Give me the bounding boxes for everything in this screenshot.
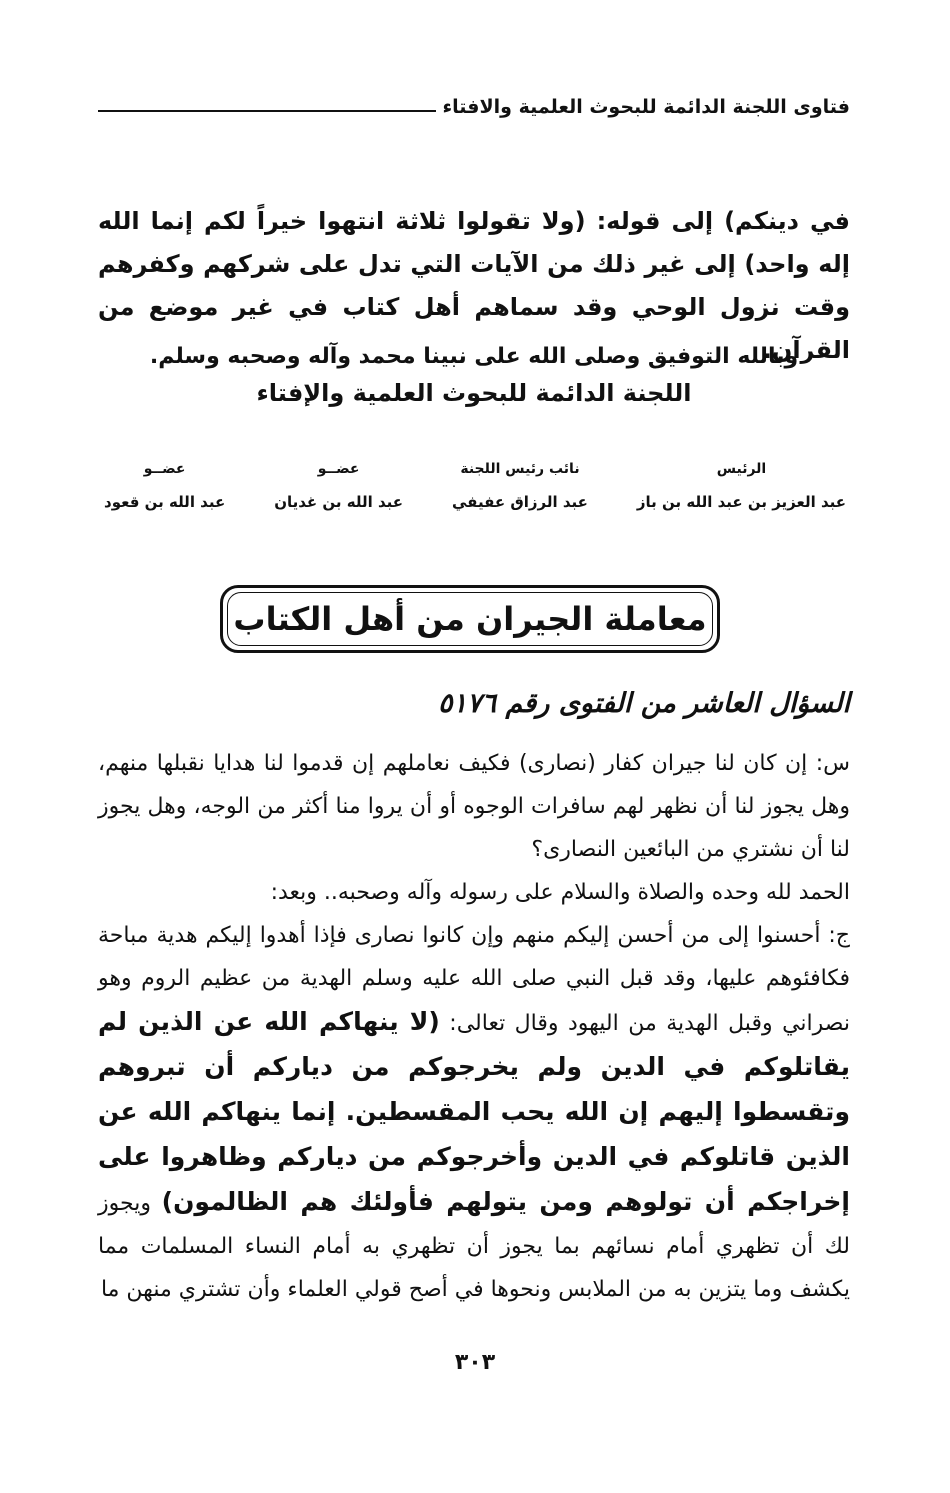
previous-fatwa-text: في دينكم) إلى قوله: (ولا تقولوا ثلاثة انتهوا خيراً لكم إنما الله إله واحد) إلى غير ذلك من الآيات التي تدل على شركهم وكفرهم وقت نزول الوحي وقد سماهم أهل كتاب في غير موضع من القرآن. bbox=[98, 207, 850, 364]
signature-name: عبد الله بن غديان bbox=[274, 493, 404, 511]
page-number: ٣٠٣ bbox=[454, 1350, 496, 1375]
signature-chairman bbox=[637, 455, 846, 511]
signatures-row bbox=[104, 455, 846, 511]
signature-deputy bbox=[452, 455, 588, 511]
question-answer-body bbox=[98, 742, 850, 1311]
committee-name: اللجنة الدائمة للبحوث العلمية والإفتاء bbox=[256, 379, 692, 407]
answer-text-1: ج: أحسنوا إلى من أحسن إليكم منهم وإن كانوا نصارى فإذا أهدوا إليكم هدية مباحة فكافئوهم عليها، وقد قبل النبي صلى الله عليه وسلم الهدية من عظيم الروم وهو نصراني وقبل الهدية من اليهود وقال تعالى: bbox=[98, 923, 850, 1036]
signature-name: عبد الرزاق عفيفي bbox=[452, 493, 588, 511]
signature-name: عبد الله بن قعود bbox=[104, 493, 226, 511]
closing-line: وبالله التوفيق وصلى الله على نبينا محمد وآله وصحبه وسلم. bbox=[149, 344, 799, 369]
quran-verse: (لا ينهاكم الله عن الذين لم يقاتلوكم في الدين ولم يخرجوكم من دياركم أن تبروهم وتقسطوا إليهم إن الله يحب المقسطين. إنما ينهاكم الله عن الذين قاتلوكم في الدين وأخرجوكم من دياركم وظاهروا على إخراجكم أن تولوهم ومن يتولهم فأولئك هم الظالمون) bbox=[98, 1007, 850, 1216]
signature-name: عبد العزيز بن عبد الله بن باز bbox=[636, 493, 846, 511]
answer-intro: الحمد لله وحده والصلاة والسلام على رسوله وآله وصحبه.. وبعد: bbox=[270, 880, 850, 905]
section-title-box bbox=[220, 585, 720, 653]
signature-role: عضــو bbox=[317, 461, 360, 477]
question-text: س: إن كان لنا جيران كفار (نصارى) فكيف نعاملهم إن قدموا لنا هدايا نقبلها منهم، وهل يجوز لنا أن نظهر لهم سافرات الوجوه أو أن يروا منا أكثر من الوجه، وهل يجوز لنا أن نشتري من البائعين النصارى؟ bbox=[98, 751, 850, 862]
header-rule bbox=[98, 110, 436, 112]
signature-role: الرئيس bbox=[716, 461, 767, 477]
signature-role: نائب رئيس اللجنة bbox=[460, 461, 580, 477]
question-heading: السؤال العاشر من الفتوى رقم ٥١٧٦ bbox=[438, 688, 850, 719]
answer-text-2: ويجوز لك أن تظهري أمام نسائهم بما يجوز أن تظهري به أمام النساء المسلمات مما يكشف وما يتزين به من الملابس ونحوها في أصح قولي العلماء وأن تشتري منهن ما bbox=[98, 1191, 850, 1302]
signature-member-2 bbox=[104, 455, 225, 511]
signature-role: عضــو bbox=[143, 461, 186, 477]
running-header-title: فتاوى اللجنة الدائمة للبحوث العلمية والافتاء bbox=[442, 96, 850, 118]
page-header bbox=[98, 88, 850, 118]
section-title: معاملة الجيران من أهل الكتاب bbox=[227, 592, 713, 646]
signature-member-1 bbox=[274, 455, 403, 511]
